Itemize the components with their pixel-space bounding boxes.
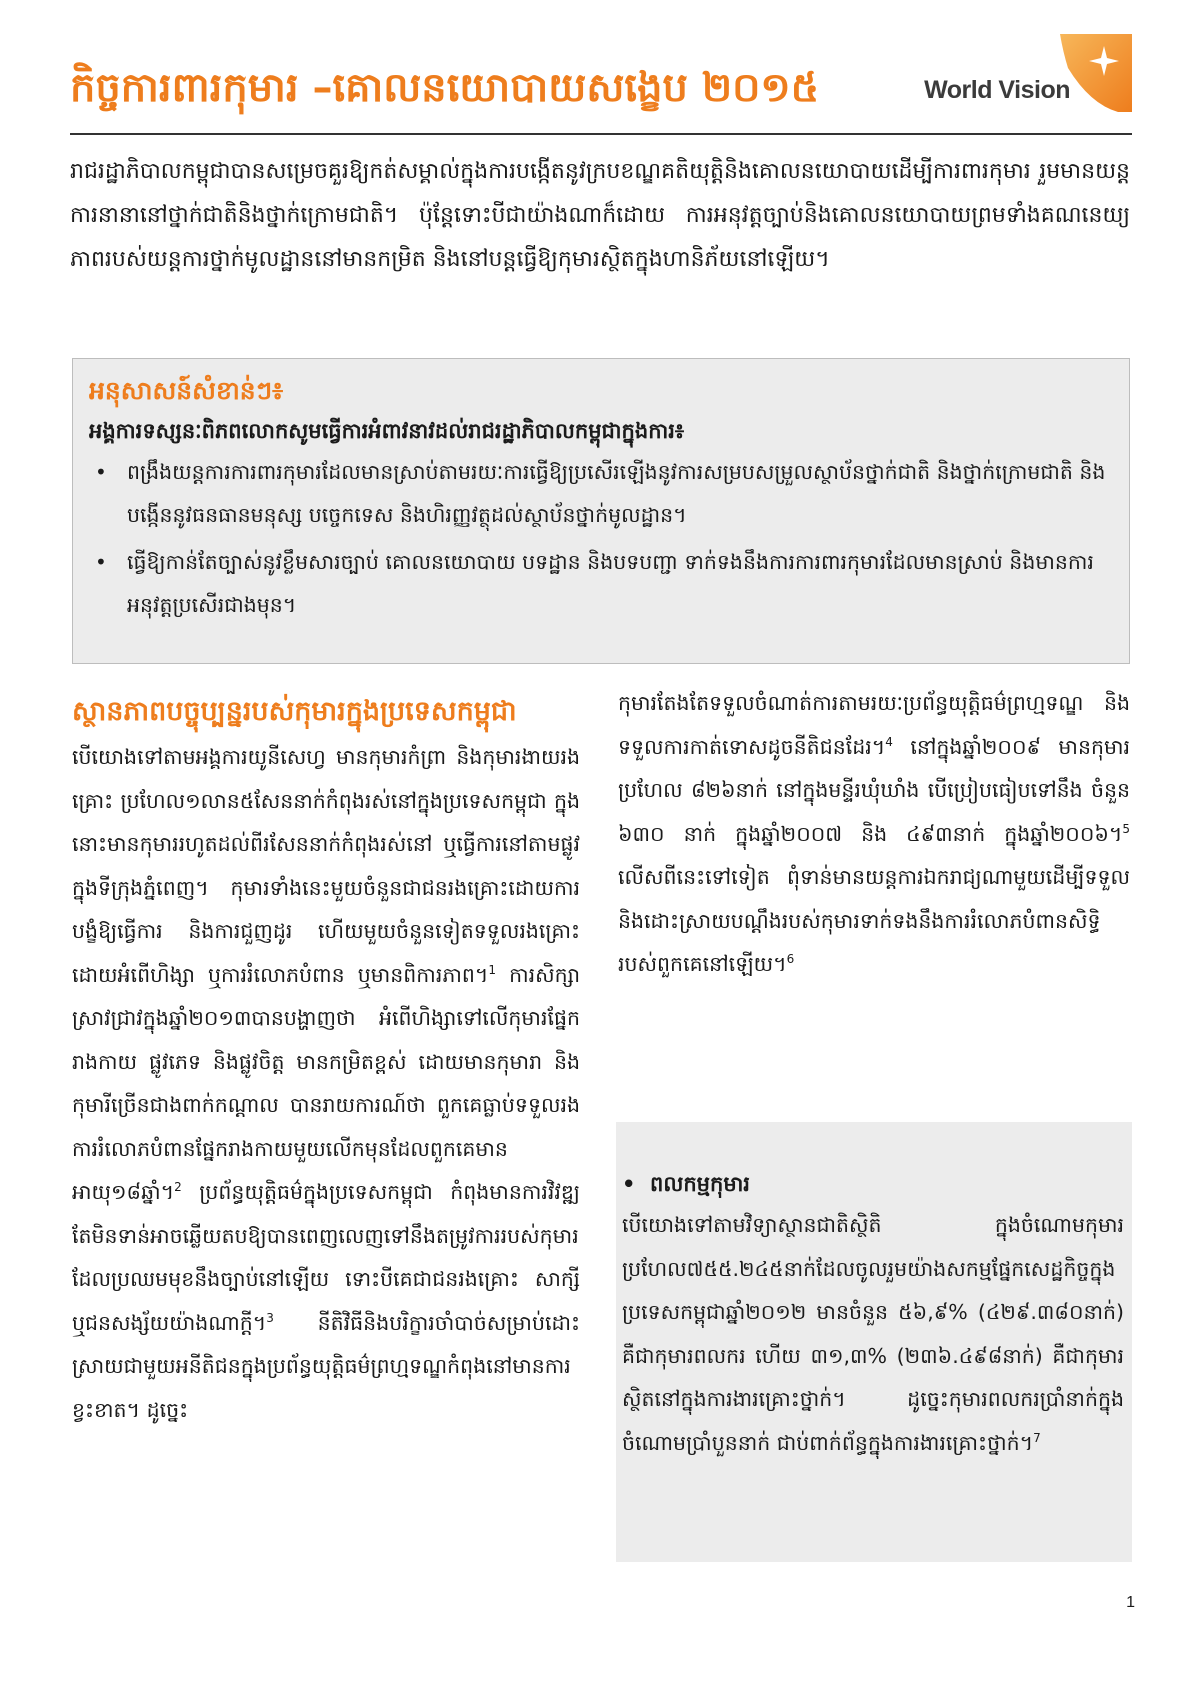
recommendations-subheading: អង្គការទស្សនៈពិភពលោកសូមធ្វើការអំពាវនាវដល់រាជរដ្ឋាភិបាលកម្ពុជាក្នុងការ៖: [89, 419, 685, 443]
footnote-ref: 6: [786, 952, 795, 967]
intro-paragraph: រាជរដ្ឋាភិបាលកម្ពុជាបានសម្រេចគួរឱ្យកត់សម្គាល់ក្នុងការបង្កើតនូវក្របខណ្ឌគតិយុត្តិនិងគោលនយោបាយដើម្បីការពារកុមារ រួមមានយន្តការនានានៅថ្នាក់ជាតិនិងថ្នាក់ក្រោមជាតិ។ ប៉ុន្តែទោះបីជាយ៉ាងណាក៏ដោយ ការអនុវត្តច្បាប់និងគោលនយោបាយព្រមទាំងគណនេយ្យភាពរបស់យន្តការថ្នាក់មូលដ្ឋាននៅមានកម្រិត និងនៅបន្តធ្វើឱ្យកុមារស្ថិតក្នុងហានិភ័យនៅឡើយ។: [70, 159, 1130, 272]
situation-title: ស្ថានភាពបច្ចុប្បន្នរបស់កុមារក្នុងប្រទេសកម្ពុជា: [72, 696, 517, 727]
situation-text: ប្រព័ន្ធយុត្តិធម៌ក្នុងប្រទេសកម្ពុជា កំពុងមានការវិវឌ្ឍ តែមិនទាន់អាចឆ្លើយតបឱ្យបានពេញលេញទៅនឹងតម្រូវការរបស់កុមារដែលប្រឈមមុខនឹងច្បាប់នៅឡើយ ទោះបីគេជាជនរងគ្រោះ សាក្សី ឬជនសង្ស័យយ៉ាងណាក្តី។: [72, 1180, 580, 1335]
recommendations-box: [72, 358, 1130, 664]
recommendations-list: [89, 451, 1113, 627]
recommendation-text: ពង្រឹងយន្តការការពារកុមារដែលមានស្រាប់តាមរយៈការធ្វើឱ្យប្រសើរឡើងនូវការសម្របសម្រួលស្ថាប័នថ្នាក់ជាតិ និងថ្នាក់ក្រោមជាតិ និងបង្កើននូវធនធានមនុស្ស បច្ចេកទេស និងហិរញ្ញវត្ថុដល់ស្ថាប័នថ្នាក់មូលដ្ឋាន។: [127, 460, 1106, 527]
footnote-ref: 3: [266, 1310, 274, 1325]
situation-text: នីតិវិធីនិងបរិក្ខារចាំបាច់សម្រាប់ដោះស្រាយជាមួយអនីតិជនក្នុងប្រព័ន្ធយុត្តិធម៌ព្រហ្មទណ្ឌកំពុងនៅមានការខ្វះខាត។ ដូច្នេះ: [72, 1310, 580, 1422]
footnote-ref: 5: [1122, 821, 1130, 836]
child-labour-paragraph: [622, 1204, 1124, 1465]
bullet-icon: •: [95, 550, 107, 574]
world-vision-logo: [892, 40, 1132, 132]
footnote-ref: 4: [885, 734, 893, 749]
continuation-section: [618, 682, 1130, 987]
continuation-text: កុមារតែងតែទទួលចំណាត់ការតាមរយៈប្រព័ន្ធយុត្តិធម៌ព្រហ្មទណ្ឌ និងទទួលការកាត់ទោសដូចនីតិជនដែរ។: [618, 691, 1130, 759]
continuation-text: លើសពីនេះទៅទៀត ពុំទាន់មានយន្តការឯករាជ្យណាមួយដើម្បីទទួលនិងដោះស្រាយបណ្តឹងរបស់កុមារទាក់ទងនឹងការរំលោភបំពានសិទ្ធិរបស់ពួកគេនៅឡើយ។: [618, 865, 1130, 976]
page-header: [70, 40, 1132, 132]
page-number: 1: [1126, 1594, 1135, 1611]
continuation-paragraph: [618, 682, 1130, 987]
star-icon: [1060, 34, 1132, 112]
situation-text: ការសិក្សាស្រាវជ្រាវក្នុងឆ្នាំ២០១៣បានបង្ហាញថា អំពើហិង្សាទៅលើកុមារផ្នែករាងកាយ ផ្លូវភេទ និងផ្លូវចិត្ត មានកម្រិតខ្ពស់ ដោយមានកុមារា និងកុមារីច្រើនជាងពាក់កណ្តាល បានរាយការណ៍ថា ពួកគេធ្លាប់ទទួលរងការរំលោភបំពានផ្នែករាងកាយមួយលើកមុនដែលពួកគេមានអាយុ១៨ឆ្នាំ។: [72, 962, 581, 1204]
child-labour-heading-text: ពលកម្មកុមារ: [650, 1172, 750, 1196]
child-labour-box: [616, 1122, 1132, 1562]
recommendation-item: [89, 451, 1113, 537]
child-labour-text: បើយោងទៅតាមវិទ្យាស្ថានជាតិស្ថិតិ ក្នុងចំណោមកុមារប្រហែល៧៥៥.២៤៥នាក់ដែលចូលរួមយ៉ាងសកម្មផ្នែកសេដ្ឋកិច្ចក្នុងប្រទេសកម្ពុជាឆ្នាំ២០១២ មានចំនួន ៥៦,៩% (៤២៩.៣៨០នាក់) គឺជាកុមារពលករ ហើយ ៣១,៣% (២៣៦.៤៩៨នាក់) គឺជាកុមារស្ថិតនៅក្នុងការងារគ្រោះថ្នាក់។ ដូច្នេះកុមារពលករប្រាំនាក់ក្នុងចំណោមប្រាំបួននាក់ ជាប់ពាក់ព័ន្ធក្នុងការងារគ្រោះថ្នាក់។: [622, 1213, 1124, 1455]
recommendation-item: [89, 541, 1113, 627]
recommendation-text: ធ្វើឱ្យកាន់តែច្បាស់នូវខ្លឹមសារច្បាប់ គោលនយោបាយ បទដ្ឋាន និងបទបញ្ជា ទាក់ទងនឹងការការពារកុមារដែលមានស្រាប់ និងមានការអនុវត្តប្រសើរជាងមុន។: [127, 550, 1094, 617]
situation-paragraph: [72, 736, 580, 1432]
situation-text: បើយោងទៅតាមអង្គការយូនីសេហ្វ មានកុមារកំព្រា និងកុមារងាយរងគ្រោះ ប្រហែល១លាន៥សែននាក់កំពុងរស់នៅក្នុងប្រទេសកម្ពុជា ក្នុងនោះមានកុមាររហូតដល់ពីរសែននាក់កំពុងរស់នៅ ឬធ្វើការនៅតាមផ្លូវក្នុងទីក្រុងភ្នំពេញ។ កុមារទាំងនេះមួយចំនួនជាជនរងគ្រោះដោយការបង្ខំឱ្យធ្វើការ និងការជួញដូរ ហើយមួយចំនួនទៀតទទួលរងគ្រោះដោយអំពើហិង្សា ឬការរំលោភបំពាន ឬមានពិការភាព។: [72, 745, 580, 987]
continuation-text: នៅក្នុងឆ្នាំ២០០៩ មានកុមារប្រហែល ៨២៦នាក់ នៅក្នុងមន្ទីរឃុំឃាំង បើប្រៀបធៀបទៅនឹង ចំនួន ៦៣០ នាក់ ក្នុងឆ្នាំ២០០៧ និង ៤៩៣នាក់ ក្នុងឆ្នាំ២០០៦។: [618, 734, 1130, 846]
recommendations-heading: អនុសាសន៍សំខាន់ៗ៖: [89, 376, 284, 405]
bullet-icon: •: [95, 460, 107, 484]
footnote-ref: 1: [488, 962, 497, 977]
footnote-ref: 2: [174, 1180, 182, 1195]
page-title: កិច្ចការពារកុមារ –គោលនយោបាយសង្ខេប ២០១៥: [70, 65, 820, 111]
child-labour-heading: [622, 1164, 1124, 1204]
situation-section: [72, 692, 580, 1432]
footnote-ref: 7: [1033, 1430, 1041, 1445]
logo-text: World Vision: [924, 76, 1070, 104]
header-divider: [70, 133, 1132, 135]
bullet-icon: •: [622, 1172, 636, 1196]
